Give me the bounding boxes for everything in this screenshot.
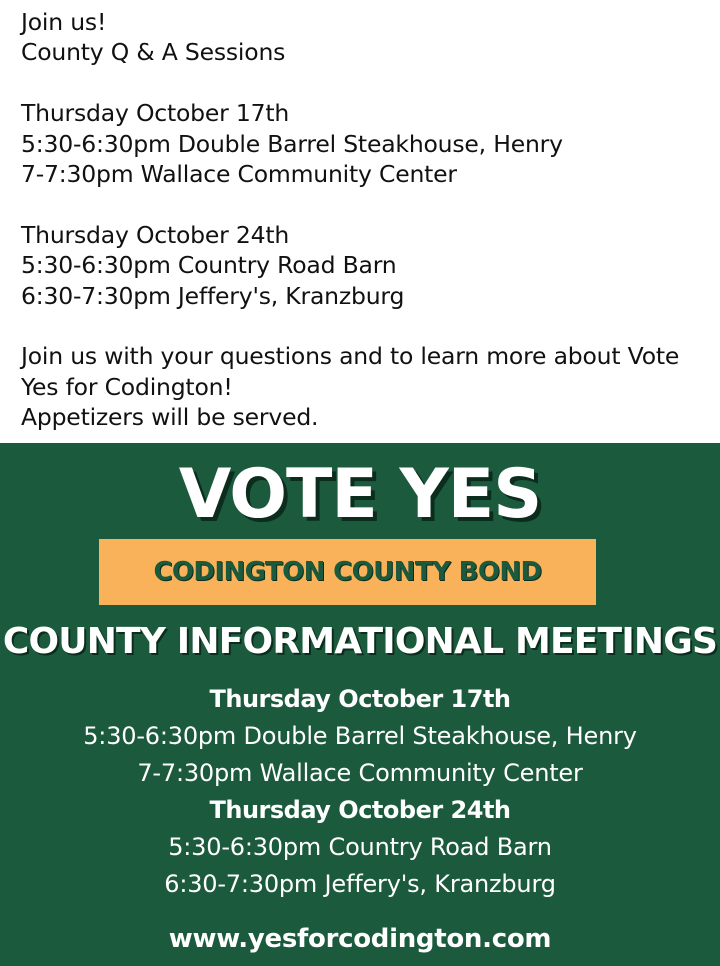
post-line: Thursday October 24th (21, 220, 290, 249)
schedule-day: Thursday October 24th (209, 796, 511, 824)
post-line-blank (21, 68, 711, 98)
post-line: 5:30-6:30pm Double Barrel Steakhouse, Henry (21, 129, 563, 158)
post-lines (21, 7, 711, 432)
post-line: Join us! (21, 8, 107, 36)
website-link[interactable]: www.yesforcodington.com (168, 924, 552, 954)
headline: VOTE YES (178, 455, 542, 534)
post-line: County Q & A Sessions (21, 38, 286, 67)
post-line-blank (21, 311, 711, 341)
post-line: 5:30-6:30pm Country Road Barn (21, 251, 397, 280)
schedule-event: 5:30-6:30pm Country Road Barn (168, 833, 552, 861)
post-line: Yes for Codington! (21, 372, 233, 401)
bond-label: CODINGTON COUNTY BOND (153, 557, 542, 587)
schedule-event: 7-7:30pm Wallace Community Center (137, 759, 583, 787)
schedule-event: 5:30-6:30pm Double Barrel Steakhouse, Henry (83, 722, 637, 750)
post-line: 6:30-7:30pm Jeffery's, Kranzburg (21, 281, 405, 310)
post-line: 7-7:30pm Wallace Community Center (21, 159, 457, 188)
post-text-block (0, 0, 720, 443)
meetings-heading: COUNTY INFORMATIONAL MEETINGS (2, 621, 718, 662)
bond-banner (99, 539, 596, 605)
post-line: Appetizers will be served. (21, 403, 319, 432)
meeting-schedule (0, 681, 720, 903)
post-line: Thursday October 17th (21, 99, 290, 128)
schedule-event: 6:30-7:30pm Jeffery's, Kranzburg (164, 870, 556, 898)
post-line: Join us with your questions and to learn more about Vote (21, 342, 680, 371)
schedule-day: Thursday October 17th (209, 685, 511, 713)
vote-yes-flyer (0, 443, 720, 966)
post-line-blank (21, 189, 711, 219)
